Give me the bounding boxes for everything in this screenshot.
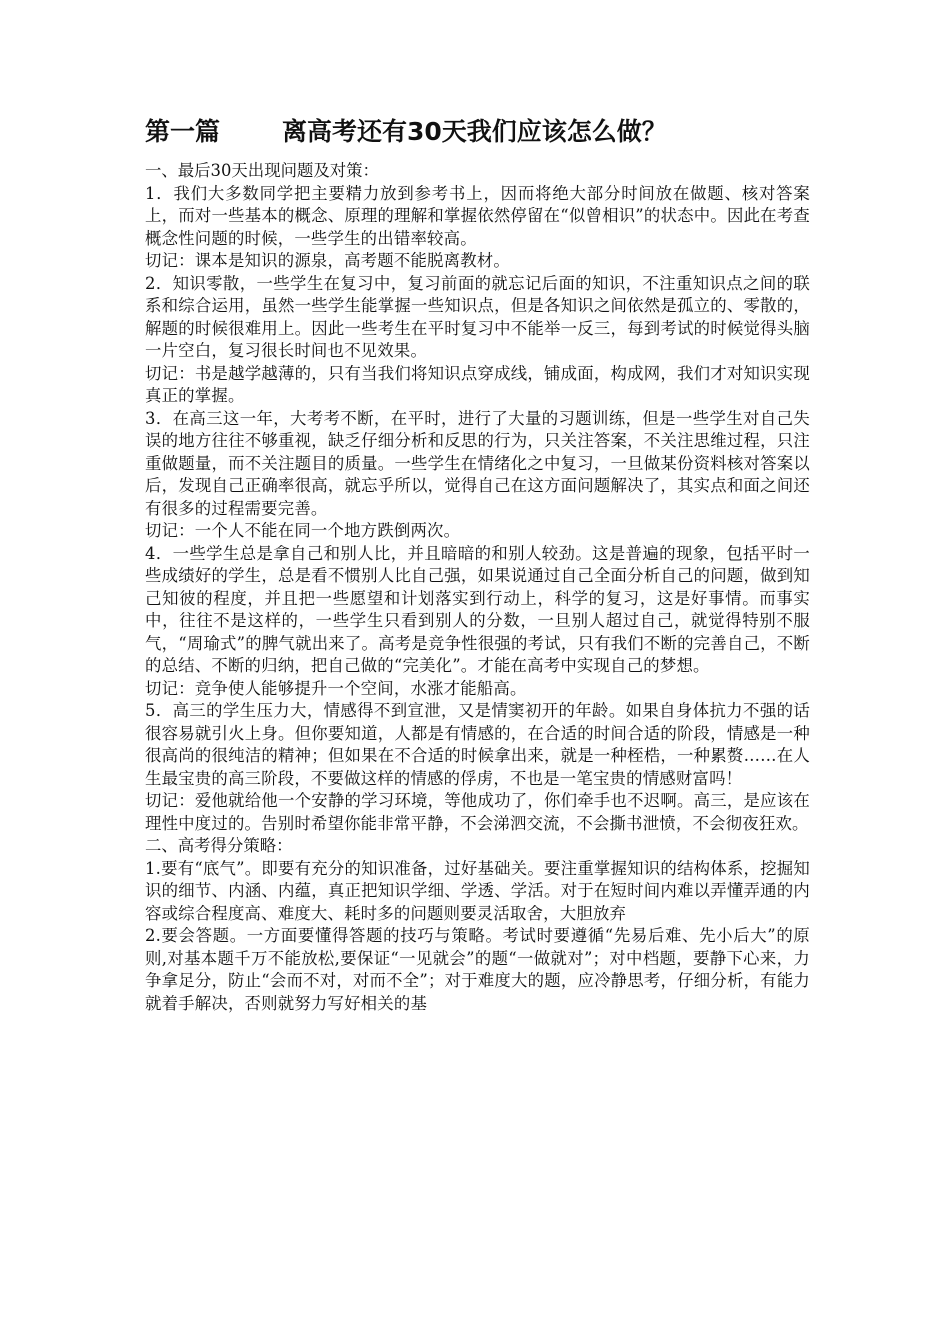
problem-paragraph-1: 1．我们大多数同学把主要精力放到参考书上，因而将绝大部分时间放在做题、核对答案上，而对一些基本的概念、原理的理解和掌握依然停留在“似曾相识”的状态中。因此在考查概念性问题的时候，一些学生的出错率较高。 xyxy=(145,183,810,248)
problem-note-4: 切记：竞争使人能够提升一个空间，水涨才能船高。 xyxy=(145,678,527,698)
title-text: 离高考还有30天我们应该怎么做？ xyxy=(282,117,667,146)
problem-paragraph-4: 4．一些学生总是拿自己和别人比，并且暗暗的和别人较劲。这是普遍的现象，包括平时一些成绩好的学生，总是看不惯别人比自己强，如果说通过自己全面分析自己的问题，做到知己知彼的程度，并且把一些愿望和计划落实到行动上，科学的复习，这是好事情。而事实中，往往不是这样的，一些学生只看到别人的分数，一旦别人超过自己，就觉得特别不服气，“周瑜式”的脾气就出来了。高考是竞争性很强的考试，只有我们不断的完善自己，不断的总结、不断的归纳，把自己做的“完美化”。才能在高考中实现自己的梦想。 xyxy=(145,543,810,675)
problem-note-3: 切记：一个人不能在同一个地方跌倒两次。 xyxy=(145,521,461,540)
section2-heading: 二、高考得分策略： xyxy=(145,836,293,855)
problem-note-5: 切记：爱他就给他一个安静的学习环境，等他成功了，你们牵手也不迟啊。高三，是应该在理性中度过的。告别时希望你能非常平静，不会涕泗交流，不会撕书泄愤，不会彻夜狂欢。 xyxy=(145,791,810,833)
problem-note-2: 切记：书是越学越薄的，只有当我们将知识点穿成线，铺成面，构成网，我们才对知识实现真正的掌握。 xyxy=(145,363,810,405)
document-page xyxy=(145,110,810,1015)
problem-paragraph-5: 5．高三的学生压力大，情感得不到宣泄，又是情窦初开的年龄。如果自身体抗力不强的话很容易就引火上身。但你要知道，人都是有情感的，在合适的时间合适的阶段，情感是一种很高尚的很纯洁的精神；但如果在不合适的时候拿出来，就是一种桎梏，一种累赘……在人生最宝贵的高三阶段，不要做这样的情感的俘虏，不也是一笔宝贵的情感财富吗！ xyxy=(145,701,810,788)
strategy-paragraph-1: 1.要有“底气”。即要有充分的知识准备，过好基础关。要注重掌握知识的结构体系，挖掘知识的细节、内涵、内蕴，真正把知识学细、学透、学活。对于在短时间内难以弄懂弄通的内容或综合程度高、难度大、耗时多的问题则要灵活取舍，大胆放弃 xyxy=(145,858,810,923)
problem-paragraph-3: 3．在高三这一年，大考考不断，在平时，进行了大量的习题训练，但是一些学生对自己失误的地方往往不够重视，缺乏仔细分析和反思的行为，只关注答案，不关注思维过程，只注重做题量，而不关注题目的质量。一些学生在情绪化之中复习，一旦做某份资料核对答案以后，发现自己正确率很高，就忘乎所以，觉得自己在这方面问题解决了，其实点和面之间还有很多的过程需要完善。 xyxy=(145,408,810,518)
section1-heading: 一、最后30天出现问题及对策： xyxy=(145,161,379,180)
title-part: 第一篇 xyxy=(145,117,221,146)
document-title xyxy=(145,110,810,154)
strategy-paragraph-2: 2.要会答题。一方面要懂得答题的技巧与策略。考试时要遵循“先易后难、先小后大”的原则,对基本题千万不能放松,要保证“一见就会”的题“一做就对”；对中档题，要静下心来，力争拿足分，防止“会而不对，对而不全”；对于难度大的题，应冷静思考，仔细分析，有能力就着手解决，否则就努力写好相关的基 xyxy=(145,926,810,1013)
problem-note-1: 切记：课本是知识的源泉，高考题不能脱离教材。 xyxy=(145,251,510,270)
problem-paragraph-2: 2．知识零散，一些学生在复习中，复习前面的就忘记后面的知识，不注重知识点之间的联系和综合运用，虽然一些学生能掌握一些知识点，但是各知识之间依然是孤立的、零散的，解题的时候很难用上。因此一些考生在平时复习中不能举一反三，每到考试的时候觉得头脑一片空白，复习很长时间也不见效果。 xyxy=(145,273,810,360)
